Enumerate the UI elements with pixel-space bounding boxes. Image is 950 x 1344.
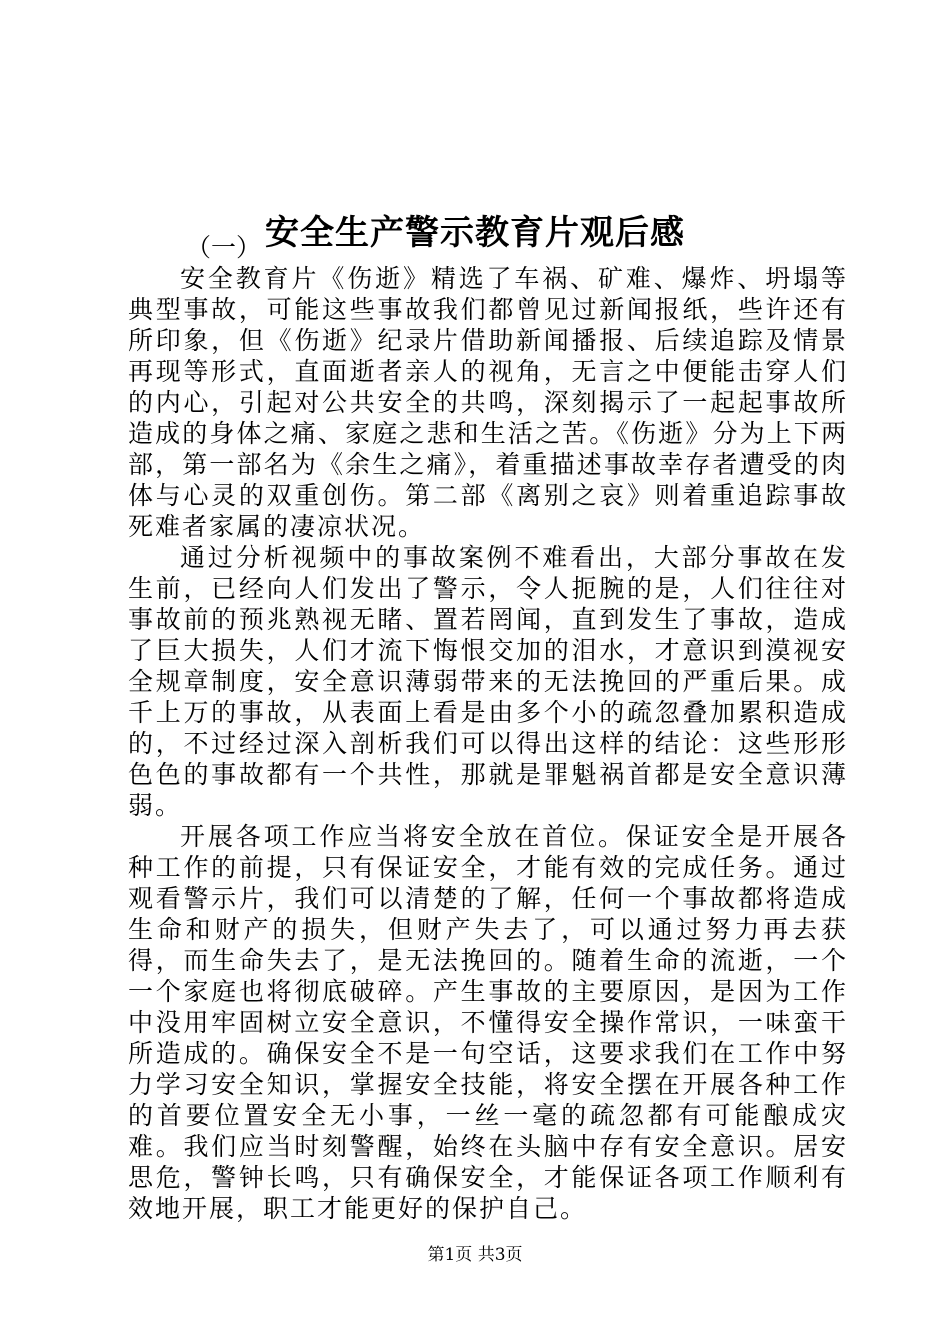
page-footer: 第1页 共3页	[427, 1245, 523, 1265]
document-title: 安全生产警示教育片观后感	[265, 212, 685, 253]
section-number: （一）	[186, 233, 262, 262]
document-body	[128, 232, 848, 1224]
paragraph-2: 通过分析视频中的事故案例不难看出，大部分事故在发生前，已经向人们发出了警示，令人扼腕的是，人们往往对事故前的预兆熟视无睹、置若罔闻，直到发生了事故，造成了巨大损失，人们才流下悔恨交加的泪水，才意识到漠视安全规章制度，安全意识薄弱带来的无法挽回的严重后果。成千上万的事故，从表面上看是由多个小的疏忽叠加累积造成的，不过经过深入剖析我们可以得出这样的结论：这些形形色色的事故都有一个共性，那就是罪魁祸首都是安全意识薄弱。	[128, 543, 848, 820]
paragraph-3: 开展各项工作应当将安全放在首位。保证安全是开展各种工作的前提，只有保证安全，才能有效的完成任务。通过观看警示片，我们可以清楚的了解，任何一个事故都将造成生命和财产的损失，但财产失去了，可以通过努力再去获得，而生命失去了，是无法挽回的。随着生命的流逝，一个一个家庭也将彻底破碎。产生事故的主要原因，是因为工作中没用牢固树立安全意识，不懂得安全操作常识，一味蛮干所造成的。确保安全不是一句空话，这要求我们在工作中努力学习安全知识，掌握安全技能，将安全摆在开展各种工作的首要位置安全无小事，一丝一毫的疏忽都有可能酿成灾难。我们应当时刻警醒，始终在头脑中存有安全意识。居安思危，警钟长鸣，只有确保安全，才能保证各项工作顺利有效地开展，职工才能更好的保护自己。	[128, 822, 848, 1223]
paragraph-1: 安全教育片《伤逝》精选了车祸、矿难、爆炸、坍塌等典型事故，可能这些事故我们都曾见过新闻报纸，些许还有所印象，但《伤逝》纪录片借助新闻播报、后续追踪及情景再现等形式，直面逝者亲人的视角，无言之中便能击穿人们的内心，引起对公共安全的共鸣，深刻揭示了一起起事故所造成的身体之痛、家庭之悲和生活之苦。《伤逝》分为上下两部，第一部名为《余生之痛》，着重描述事故幸存者遭受的肉体与心灵的双重创伤。第二部《离别之哀》则着重追踪事故死难者家属的凄凉状况。	[128, 264, 848, 541]
